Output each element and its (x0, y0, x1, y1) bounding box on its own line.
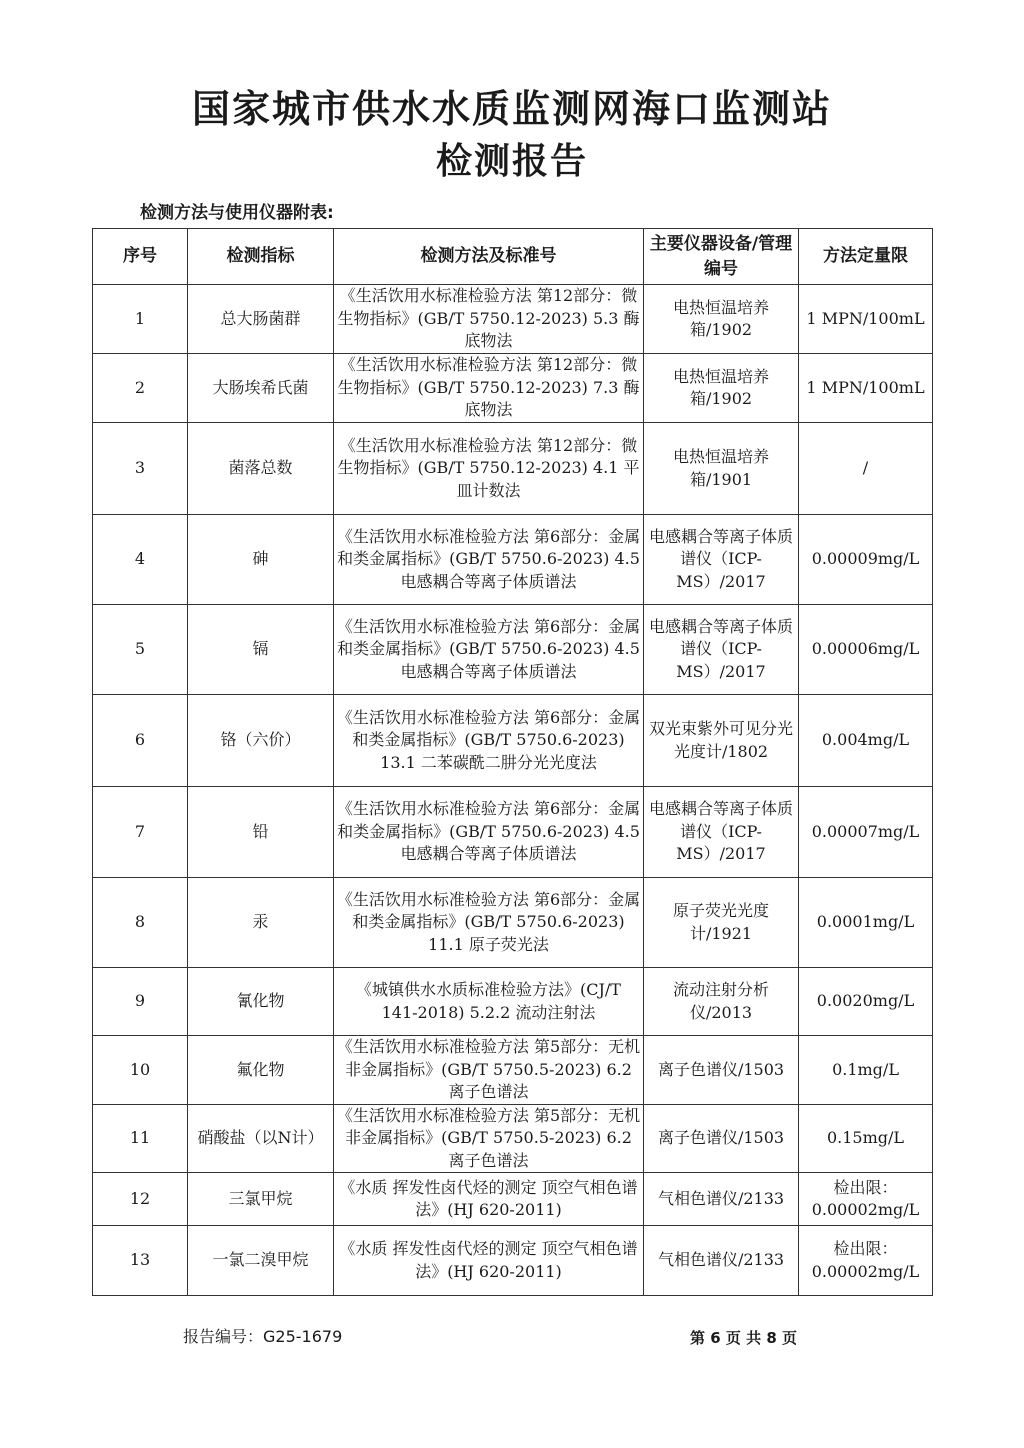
col-header-instrument: 主要仪器设备/管理编号 (644, 229, 799, 285)
page-number: 第 6 页 共 8 页 (690, 1329, 797, 1347)
cell-no: 7 (93, 787, 188, 878)
report-number: 报告编号：G25-1679 (183, 1327, 343, 1346)
cell-limit: 0.1mg/L (799, 1036, 933, 1105)
cell-instrument: 电热恒温培养箱/1901 (644, 423, 799, 515)
cell-indicator: 一氯二溴甲烷 (188, 1226, 334, 1296)
cell-no: 4 (93, 515, 188, 605)
table-header-row (93, 229, 933, 285)
cell-method: 《生活饮用水标准检验方法 第5部分：无机非金属指标》(GB/T 5750.5-2023) 6.2 离子色谱法 (334, 1104, 644, 1173)
cell-indicator: 汞 (188, 878, 334, 968)
report-subtitle: 检测报告 (435, 141, 588, 182)
cell-method: 《水质 挥发性卤代烃的测定 顶空气相色谱法》(HJ 620-2011) (334, 1173, 644, 1226)
table-row (93, 1173, 933, 1226)
table-row (93, 695, 933, 787)
cell-method: 《生活饮用水标准检验方法 第12部分：微生物指标》(GB/T 5750.12-2023) 7.3 酶底物法 (334, 354, 644, 423)
col-header-indicator: 检测指标 (188, 229, 334, 285)
cell-no: 3 (93, 423, 188, 515)
cell-no: 9 (93, 968, 188, 1036)
cell-no: 12 (93, 1173, 188, 1226)
cell-indicator: 铅 (188, 787, 334, 878)
cell-method: 《生活饮用水标准检验方法 第6部分：金属和类金属指标》(GB/T 5750.6-2023) 11.1 原子荧光法 (334, 878, 644, 968)
cell-method: 《生活饮用水标准检验方法 第12部分：微生物指标》(GB/T 5750.12-2023) 5.3 酶底物法 (334, 285, 644, 354)
cell-no: 2 (93, 354, 188, 423)
cell-indicator: 硝酸盐（以N计） (188, 1104, 334, 1173)
report-title: 国家城市供水水质监测网海口监测站 (191, 87, 832, 131)
cell-limit: 0.0020mg/L (799, 968, 933, 1036)
cell-no: 10 (93, 1036, 188, 1105)
cell-instrument: 气相色谱仪/2133 (644, 1226, 799, 1296)
cell-limit: 检出限：0.00002mg/L (799, 1173, 933, 1226)
cell-instrument: 电热恒温培养箱/1902 (644, 285, 799, 354)
cell-limit: / (799, 423, 933, 515)
cell-indicator: 大肠埃希氏菌 (188, 354, 334, 423)
cell-indicator: 菌落总数 (188, 423, 334, 515)
cell-indicator: 三氯甲烷 (188, 1173, 334, 1226)
cell-method: 《生活饮用水标准检验方法 第6部分：金属和类金属指标》(GB/T 5750.6-2023) 4.5 电感耦合等离子体质谱法 (334, 515, 644, 605)
cell-indicator: 总大肠菌群 (188, 285, 334, 354)
table-caption: 检测方法与使用仪器附表: (140, 203, 334, 223)
table-row (93, 787, 933, 878)
cell-indicator: 氰化物 (188, 968, 334, 1036)
cell-instrument: 电感耦合等离子体质谱仪（ICP-MS）/2017 (644, 787, 799, 878)
methods-table (92, 228, 933, 1296)
cell-limit: 1 MPN/100mL (799, 354, 933, 423)
cell-limit: 0.004mg/L (799, 695, 933, 787)
cell-method: 《生活饮用水标准检验方法 第12部分：微生物指标》(GB/T 5750.12-2023) 4.1 平皿计数法 (334, 423, 644, 515)
table-row (93, 354, 933, 423)
cell-limit: 0.00009mg/L (799, 515, 933, 605)
cell-no: 13 (93, 1226, 188, 1296)
cell-instrument: 离子色谱仪/1503 (644, 1036, 799, 1105)
cell-instrument: 气相色谱仪/2133 (644, 1173, 799, 1226)
cell-no: 6 (93, 695, 188, 787)
cell-method: 《生活饮用水标准检验方法 第5部分：无机非金属指标》(GB/T 5750.5-2023) 6.2 离子色谱法 (334, 1036, 644, 1105)
cell-indicator: 氟化物 (188, 1036, 334, 1105)
cell-instrument: 双光束紫外可见分光光度计/1802 (644, 695, 799, 787)
cell-limit: 1 MPN/100mL (799, 285, 933, 354)
cell-instrument: 电感耦合等离子体质谱仪（ICP-MS）/2017 (644, 515, 799, 605)
cell-method: 《生活饮用水标准检验方法 第6部分：金属和类金属指标》(GB/T 5750.6-2023) 4.5 电感耦合等离子体质谱法 (334, 605, 644, 695)
cell-instrument: 电感耦合等离子体质谱仪（ICP-MS）/2017 (644, 605, 799, 695)
cell-indicator: 砷 (188, 515, 334, 605)
cell-method: 《城镇供水水质标准检验方法》(CJ/T 141-2018) 5.2.2 流动注射法 (334, 968, 644, 1036)
table-row (93, 605, 933, 695)
cell-limit: 0.15mg/L (799, 1104, 933, 1173)
cell-instrument: 离子色谱仪/1503 (644, 1104, 799, 1173)
table-row (93, 423, 933, 515)
table-row (93, 968, 933, 1036)
cell-method: 《生活饮用水标准检验方法 第6部分：金属和类金属指标》(GB/T 5750.6-2023) 4.5 电感耦合等离子体质谱法 (334, 787, 644, 878)
cell-instrument: 原子荧光光度计/1921 (644, 878, 799, 968)
cell-no: 8 (93, 878, 188, 968)
cell-indicator: 铬（六价） (188, 695, 334, 787)
col-header-limit: 方法定量限 (799, 229, 933, 285)
table-row (93, 285, 933, 354)
cell-no: 11 (93, 1104, 188, 1173)
table-row (93, 878, 933, 968)
cell-method: 《水质 挥发性卤代烃的测定 顶空气相色谱法》(HJ 620-2011) (334, 1226, 644, 1296)
col-header-no: 序号 (93, 229, 188, 285)
cell-limit: 检出限：0.00002mg/L (799, 1226, 933, 1296)
cell-no: 1 (93, 285, 188, 354)
cell-instrument: 流动注射分析仪/2013 (644, 968, 799, 1036)
col-header-method: 检测方法及标准号 (334, 229, 644, 285)
cell-method: 《生活饮用水标准检验方法 第6部分：金属和类金属指标》(GB/T 5750.6-2023) 13.1 二苯碳酰二肼分光光度法 (334, 695, 644, 787)
table-row (93, 1226, 933, 1296)
cell-instrument: 电热恒温培养箱/1902 (644, 354, 799, 423)
cell-limit: 0.00006mg/L (799, 605, 933, 695)
table-row (93, 1036, 933, 1105)
cell-limit: 0.0001mg/L (799, 878, 933, 968)
table-row (93, 515, 933, 605)
cell-indicator: 镉 (188, 605, 334, 695)
table-row (93, 1104, 933, 1173)
cell-limit: 0.00007mg/L (799, 787, 933, 878)
cell-no: 5 (93, 605, 188, 695)
